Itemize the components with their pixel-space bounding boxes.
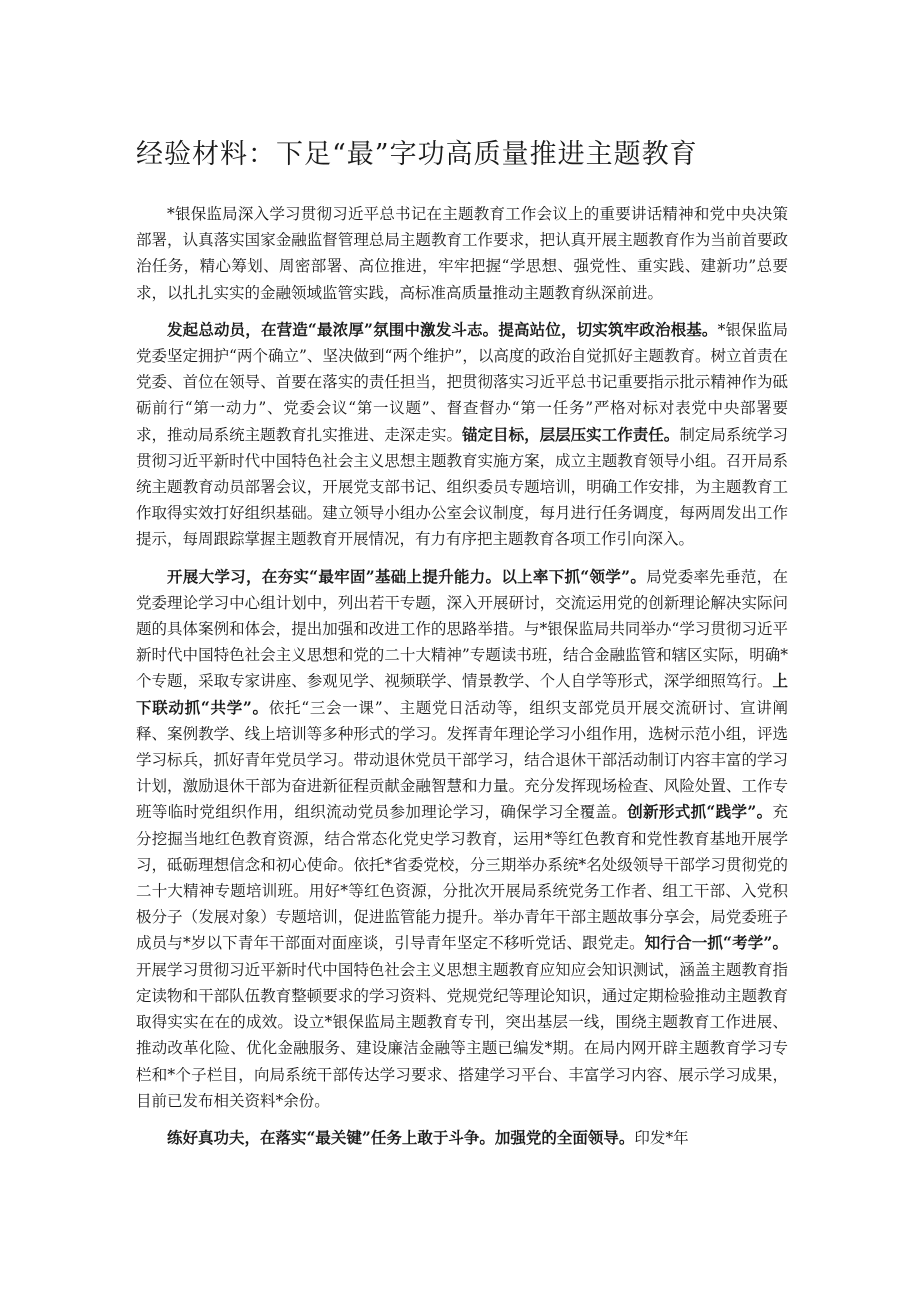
intro-text: *银保监局深入学习贯彻习近平总书记在主题教育工作会议上的重要讲话精神和党中央决策部署，认真落实国家金融监督管理总局主题教育工作要求，把认真开展主题教育作为当前首要政治任务，精心筹划、周密部署、高位推进，牢牢把握“学思想、强党性、重实践、建新功”总要求，以扎扎实实的金融领域监管实践，高标准高质量推动主题教育纵深前进。 xyxy=(136,205,788,302)
section-1-text-2: 制定局系统学习贯彻习近平新时代中国特色社会主义思想主题教育实施方案，成立主题教育领导小组。召开局系统主题教育动员部署会议，开展党支部书记、组织委员专题培训，明确工作安排，为主题教育工作取得实效打好组织基础。建立领导小组办公室会议制度，每月进行任务调度，每两周发出工作提示，每周跟踪掌握主题教育开展情况，有力有序把主题教育各项工作引向深入。 xyxy=(136,425,788,549)
section-1-heading: 发起总动员，在营造“最浓厚”氛围中激发斗志。 xyxy=(167,319,499,339)
section-2-paragraph xyxy=(136,564,788,1114)
section-1-sub-1: 提高站位，切实筑牢政治根基。 xyxy=(498,319,718,339)
section-1-paragraph xyxy=(136,317,788,553)
document-title: 经验材料：下足“最”字功高质量推进主题教育 xyxy=(136,139,698,170)
section-2-text-1: 局党委率先垂范，在党委理论学习中心组计划中，列出若干专题，深入开展研讨，交流运用党的创新理论解决实际问题的具体案例和体会，提出加强和改进工作的思路举措。与*银保监局共同举办“学习贯彻习近平新时代中国特色社会主义思想和党的二十大精神”专题读书班，结合金融监管和辖区实际，明确*个专题，采取专家讲座、参观见学、视频联学、情景教学、个人自学等形式，深学细照笃行。 xyxy=(136,567,788,691)
section-2-text-4: 开展学习贯彻习近平新时代中国特色社会主义思想主题教育应知应会知识测试，涵盖主题教育指定读物和干部队伍教育整顿要求的学习资料、党规党纪等理论知识，通过定期检验推动主题教育取得实实在在的成效。设立*银保监局主题教育专刊，突出基层一线，围绕主题教育工作进展、推动改革化险、优化金融服务、建设廉洁金融等主题已编发*期。在局内网开辟主题教育学习专栏和*个子栏目，向局系统干部传达学习要求、搭建学习平台、丰富学习内容、展示学习成果，目前已发布相关资料*余份。 xyxy=(136,960,788,1110)
section-2-heading: 开展大学习，在夯实“最牢固”基础上提升能力。 xyxy=(167,566,502,586)
document-page xyxy=(136,135,788,1162)
section-3-sub-1: 加强党的全面领导。 xyxy=(494,1127,635,1147)
section-2-text-3: 充分挖掘当地红色教育资源，结合常态化党史学习教育，运用*等红色教育和党性教育基地开展学习，砥砺理想信念和初心使命。依托*省委党校，分三期举办系统*名处级领导干部学习贯彻党的二十大精神专题培训班。用好*等红色资源，分批次开展局系统党务工作者、组工干部、入党积极分子（发展对象）专题培训，促进监管能力提升。举办青年干部主题故事分享会，局党委班子成员与*岁以下青年干部面对面座谈，引导青年坚定不移听党话、跟党走。 xyxy=(136,803,788,953)
section-2-sub-4: 知行合一抓“考学”。 xyxy=(644,933,788,953)
section-1-sub-2: 锚定目标，层层压实工作责任。 xyxy=(462,424,680,444)
intro-paragraph xyxy=(136,201,788,306)
section-1-text-1: *银保监局党委坚定拥护“两个确立”、坚决做到“两个维护”，以高度的政治自觉抓好主题教育。树立首责在党委、首位在领导、首要在落实的责任担当，把贯彻落实习近平总书记重要指示批示精神作为砥砺前行“第一动力”、党委会议“第一议题”、督查督办“第一任务”严格对标对表党中央部署要求，推动局系统主题教育扎实推进、走深走实。 xyxy=(136,320,788,444)
section-2-sub-2: 上下联动抓“共学”。 xyxy=(136,671,788,717)
section-3-text-1: 印发*年 xyxy=(634,1128,689,1147)
section-3-paragraph xyxy=(136,1125,788,1151)
section-2-sub-1: 以上率下抓“领学”。 xyxy=(501,566,647,586)
section-2-sub-3: 创新形式抓“践学”。 xyxy=(627,802,773,822)
section-2-text-2: 依托“三会一课”、主题党日活动等，组织支部党员开展交流研讨、宣讲阐释、案例教学、线上培训等多种形式的学习。发挥青年理论学习小组作用，选树示范小组，评选学习标兵，抓好青年党员学习。带动退休党员干部学习，结合退休干部活动制订内容丰富的学习计划，激励退休干部为奋进新征程贡献金融智慧和力量。充分发挥现场检查、风险处置、工作专班等临时党组织作用，组织流动党员参加理论学习，确保学习全覆盖。 xyxy=(136,698,788,822)
section-3-heading: 练好真功夫，在落实“最关键”任务上敢于斗争。 xyxy=(167,1127,495,1147)
